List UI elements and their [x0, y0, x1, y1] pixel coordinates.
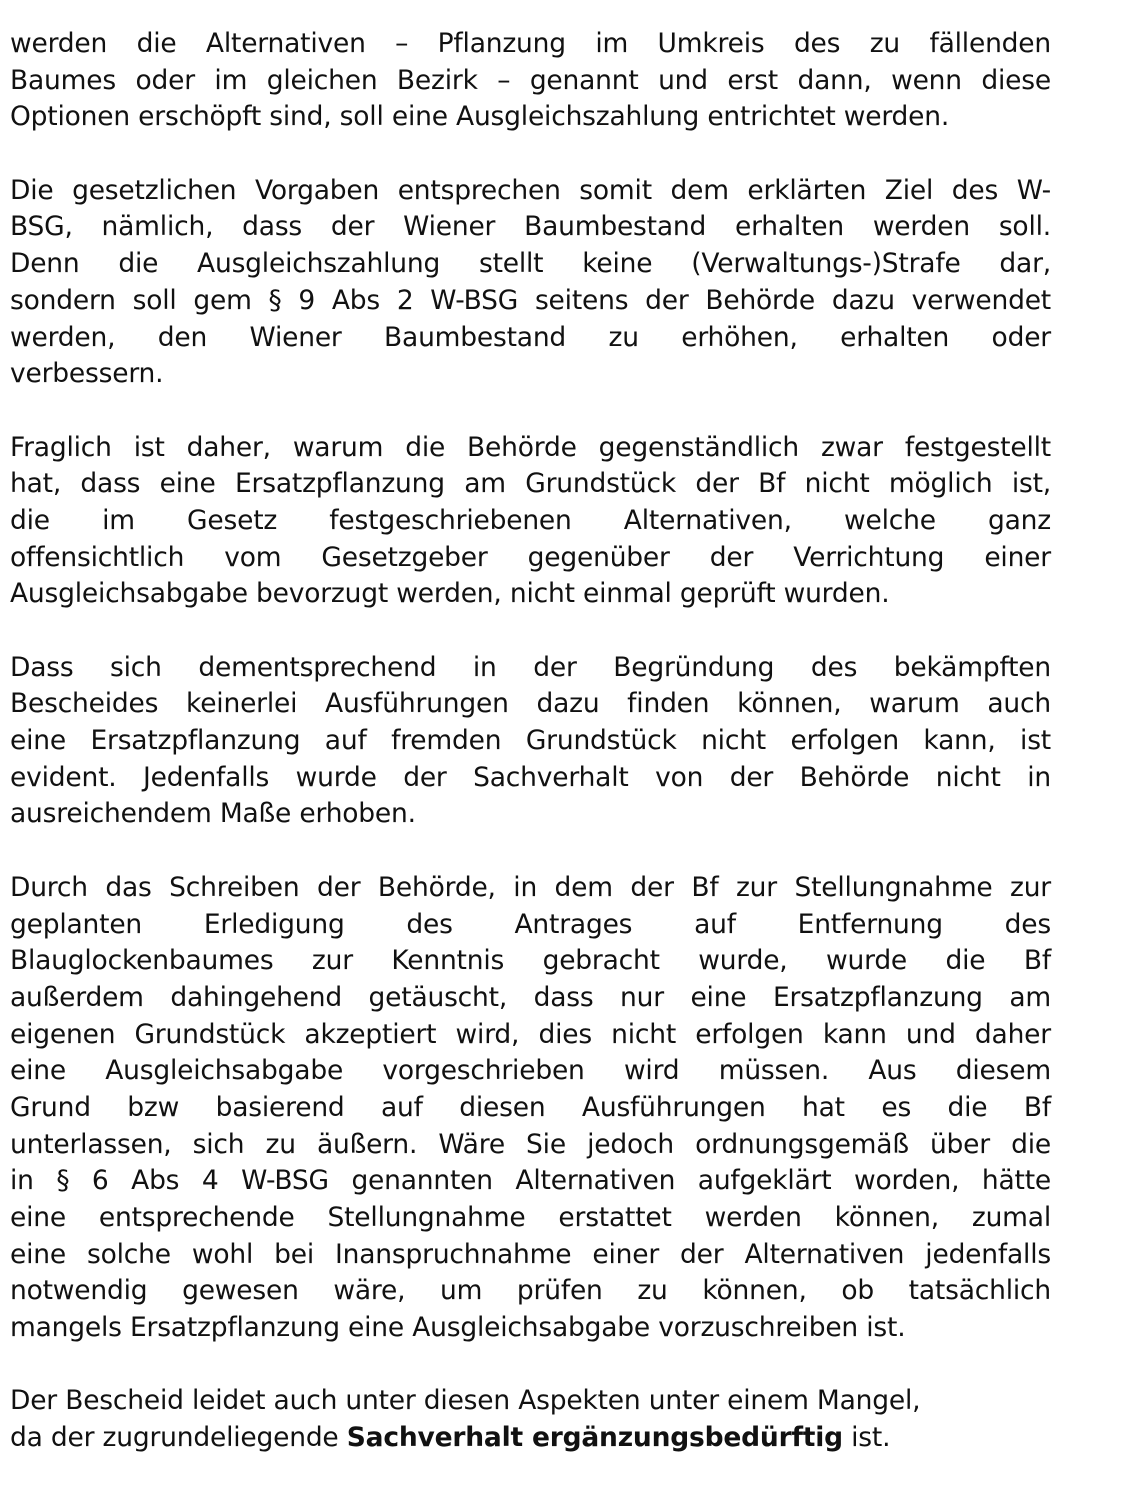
- text-line: in § 6 Abs 4 W-BSG genannten Alternativen aufgeklärt worden, hätte: [10, 1165, 1051, 1197]
- text-line: eine solche wohl bei Inanspruchnahme einer der Alternativen jedenfalls: [10, 1238, 1051, 1270]
- bold-emphasis: Sachverhalt ergänzungsbedürftig: [346, 1422, 843, 1454]
- paragraph-alternatives: [10, 26, 1051, 136]
- text-segment: da der zugrundeliegende: [10, 1422, 347, 1454]
- paragraph-reasoning: [10, 650, 1051, 833]
- text-line: hat, dass eine Ersatzpflanzung am Grundstück der Bf nicht möglich ist,: [10, 468, 1051, 500]
- text-line: verbessern.: [10, 358, 164, 390]
- text-segment: ist.: [842, 1422, 891, 1454]
- text-line: die im Gesetz festgeschriebenen Alternativen, welche ganz: [10, 504, 1051, 536]
- document-page: [10, 26, 1051, 1494]
- paragraph-question: [10, 430, 1051, 613]
- text-line: eine Ausgleichsabgabe vorgeschrieben wird müssen. Aus diesem: [10, 1055, 1051, 1087]
- text-line: außerdem dahingehend getäuscht, dass nur eine Ersatzpflanzung am: [10, 981, 1051, 1013]
- text-line: werden, den Wiener Baumbestand zu erhöhen, erhalten oder: [10, 321, 1051, 353]
- text-line: Baumes oder im gleichen Bezirk – genannt und erst dann, wenn diese: [10, 64, 1051, 96]
- text-line: Ausgleichsabgabe bevorzugt werden, nicht einmal geprüft wurden.: [10, 578, 890, 610]
- text-line: werden die Alternativen – Pflanzung im Umkreis des zu fällenden: [10, 28, 1051, 59]
- text-line: evident. Jedenfalls wurde der Sachverhalt von der Behörde nicht in: [10, 761, 1051, 793]
- text-line: eigenen Grundstück akzeptiert wird, dies nicht erfolgen kann und daher: [10, 1018, 1051, 1050]
- text-line: Optionen erschöpft sind, soll eine Ausgleichszahlung entrichtet werden.: [10, 101, 950, 133]
- text-line: Denn die Ausgleichszahlung stellt keine (Verwaltungs-)Strafe dar,: [10, 248, 1051, 280]
- text-line: [10, 1420, 1051, 1457]
- paragraph-conclusion: [10, 1383, 1051, 1456]
- text-line: eine Ersatzpflanzung auf fremden Grundstück nicht erfolgen kann, ist: [10, 725, 1051, 757]
- text-line: Fraglich ist daher, warum die Behörde gegenständlich zwar festgestellt: [10, 431, 1051, 463]
- text-line: Bescheides keinerlei Ausführungen dazu finden können, warum auch: [10, 688, 1051, 720]
- paragraph-letter: [10, 870, 1051, 1347]
- text-line: unterlassen, sich zu äußern. Wäre Sie jedoch ordnungsgemäß über die: [10, 1128, 1051, 1160]
- text-line: notwendig gewesen wäre, um prüfen zu können, ob tatsächlich: [10, 1275, 1051, 1307]
- text-line: sondern soll gem § 9 Abs 2 W-BSG seitens der Behörde dazu verwendet: [10, 284, 1051, 316]
- text-line: Durch das Schreiben der Behörde, in dem der Bf zur Stellungnahme zur: [10, 871, 1051, 903]
- text-line: offensichtlich vom Gesetzgeber gegenüber der Verrichtung einer: [10, 541, 1051, 573]
- text-line: ausreichendem Maße erhoben.: [10, 798, 416, 830]
- text-line: BSG, nämlich, dass der Wiener Baumbestand erhalten werden soll.: [10, 211, 1051, 243]
- paragraph-legal-requirements: [10, 173, 1051, 393]
- text-line: Grund bzw basierend auf diesen Ausführungen hat es die Bf: [10, 1091, 1051, 1123]
- text-line: mangels Ersatzpflanzung eine Ausgleichsabgabe vorzuschreiben ist.: [10, 1312, 906, 1344]
- text-line: eine entsprechende Stellungnahme erstattet werden können, zumal: [10, 1202, 1051, 1233]
- text-line: geplanten Erledigung des Antrages auf Entfernung des: [10, 908, 1051, 940]
- text-line: Blauglockenbaumes zur Kenntnis gebracht wurde, wurde die Bf: [10, 945, 1051, 977]
- text-line: Die gesetzlichen Vorgaben entsprechen somit dem erklärten Ziel des W-: [10, 174, 1051, 206]
- text-line: Dass sich dementsprechend in der Begründung des bekämpften: [10, 651, 1051, 683]
- text-line: Der Bescheid leidet auch unter diesen Aspekten unter einem Mangel,: [10, 1385, 921, 1417]
